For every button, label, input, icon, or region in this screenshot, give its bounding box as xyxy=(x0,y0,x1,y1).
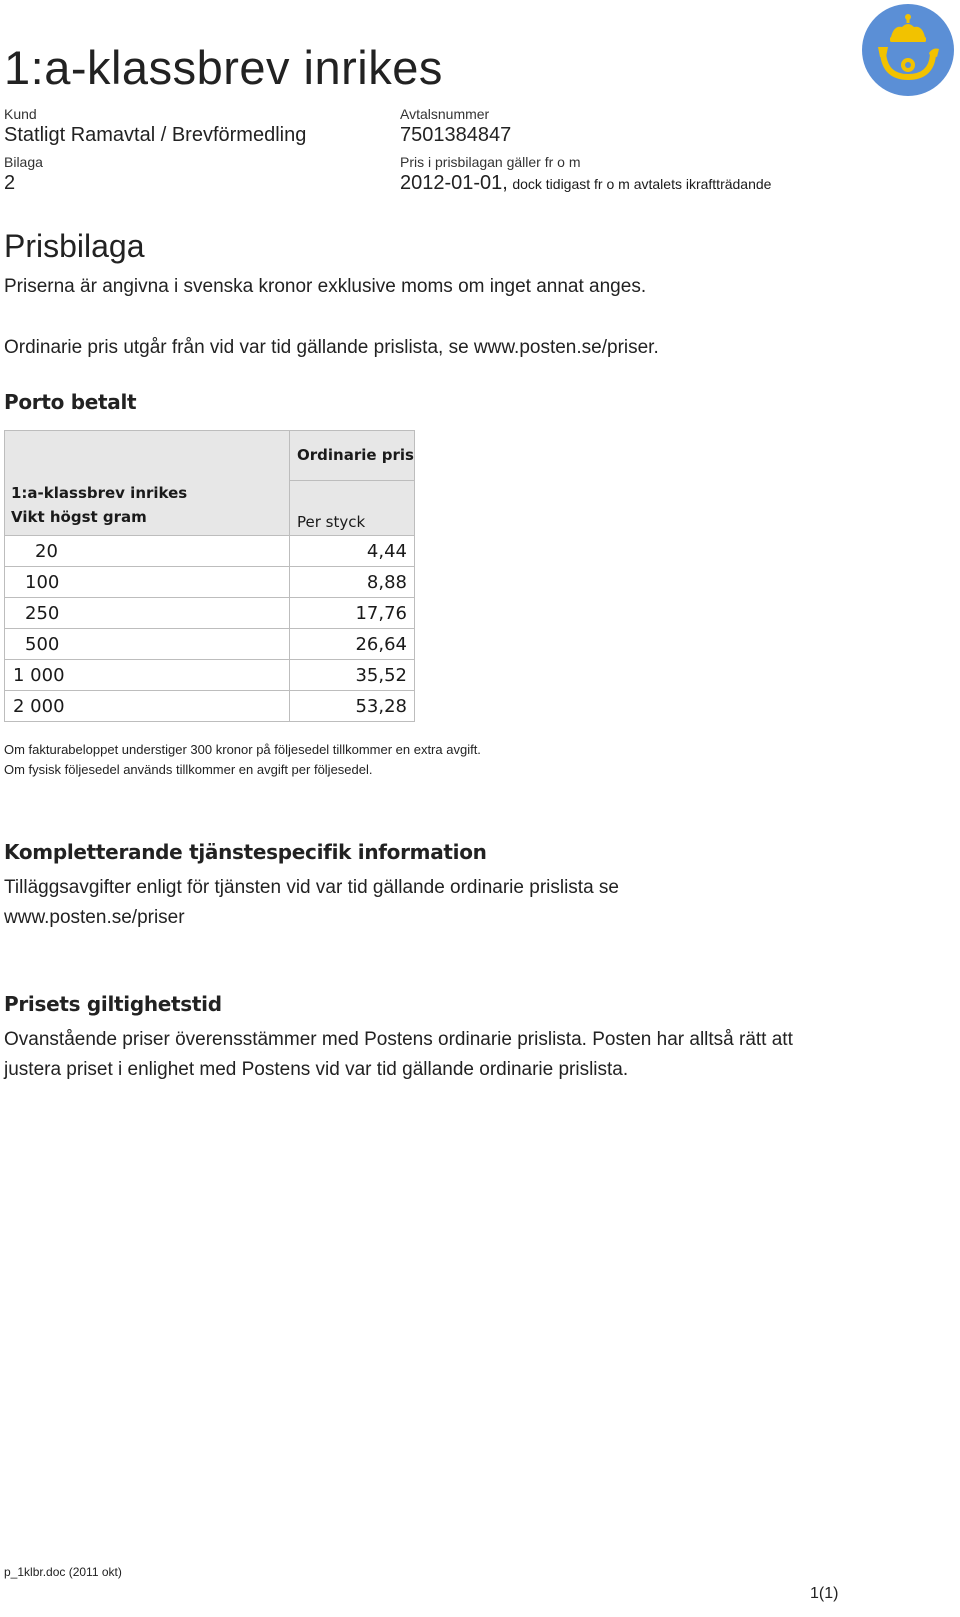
weight-cell: 500 xyxy=(5,629,290,660)
kund-label: Kund xyxy=(4,106,37,122)
price-cell: 26,64 xyxy=(290,629,415,660)
price-cell: 8,88 xyxy=(290,567,415,598)
table-header-weight xyxy=(5,431,290,536)
weight-cell: 250 xyxy=(5,598,290,629)
prisbilaga-intro: Priserna är angivna i svenska kronor exklusive moms om inget annat anges. xyxy=(4,276,647,297)
weight-cell: 1 000 xyxy=(5,660,290,691)
note-fakturabelopp: Om fakturabeloppet understiger 300 kronor på följesedel tillkommer en extra avgift. xyxy=(4,742,481,757)
price-cell: 4,44 xyxy=(290,536,415,567)
kompletterande-line1: Tilläggsavgifter enligt för tjänsten vid var tid gällande ordinarie prislista se xyxy=(4,877,619,898)
table-row xyxy=(5,660,415,691)
kompletterande-line2: www.posten.se/priser xyxy=(4,907,185,928)
prisbilaga-heading: Prisbilaga xyxy=(4,228,145,264)
giltighet-heading: Prisets giltighetstid xyxy=(4,992,222,1016)
pris-giltig-value xyxy=(400,172,771,195)
price-cell: 53,28 xyxy=(290,691,415,722)
price-table xyxy=(4,430,415,722)
weight-cell: 2 000 xyxy=(5,691,290,722)
price-cell: 35,52 xyxy=(290,660,415,691)
bilaga-label: Bilaga xyxy=(4,154,43,170)
giltighet-line1: Ovanstående priser överensstämmer med Postens ordinarie prislista. Posten har alltså rätt att xyxy=(4,1029,793,1050)
page-number: 1(1) xyxy=(810,1585,839,1602)
table-row xyxy=(5,536,415,567)
table-row xyxy=(5,629,415,660)
table-row xyxy=(5,598,415,629)
porto-heading: Porto betalt xyxy=(4,390,137,414)
weight-cell: 20 xyxy=(5,536,290,567)
page-title: 1:a-klassbrev inrikes xyxy=(4,41,443,94)
table-header-weight-label: Vikt högst gram xyxy=(11,508,147,526)
pris-note: dock tidigast fr o m avtalets ikraftträdande xyxy=(512,176,772,192)
weight-cell: 100 xyxy=(5,567,290,598)
posten-logo-icon xyxy=(861,3,955,97)
table-row xyxy=(5,567,415,598)
table-row xyxy=(5,691,415,722)
table-header-per-styck: Per styck xyxy=(290,480,415,535)
avtalsnummer-value: 7501384847 xyxy=(400,124,512,146)
note-foljesedel: Om fysisk följesedel används tillkommer en avgift per följesedel. xyxy=(4,762,373,777)
table-header-product: 1:a-klassbrev inrikes xyxy=(11,484,188,502)
giltighet-line2: justera priset i enlighet med Postens vid var tid gällande ordinarie prislista. xyxy=(4,1059,629,1080)
pris-giltig-label: Pris i prisbilagan gäller fr o m xyxy=(400,154,581,170)
kompletterande-heading: Kompletterande tjänstespecifik information xyxy=(4,840,487,864)
footer-doc: p_1klbr.doc (2011 okt) xyxy=(4,1565,122,1579)
table-header-price: Ordinarie pris xyxy=(290,431,415,481)
avtalsnummer-label: Avtalsnummer xyxy=(400,106,490,122)
prisbilaga-ordinarie: Ordinarie pris utgår från vid var tid gällande prislista, se www.posten.se/priser. xyxy=(4,337,659,358)
price-cell: 17,76 xyxy=(290,598,415,629)
bilaga-value: 2 xyxy=(4,172,16,194)
kund-value: Statligt Ramavtal / Brevförmedling xyxy=(4,124,307,146)
pris-date: 2012-01-01, xyxy=(400,172,508,194)
